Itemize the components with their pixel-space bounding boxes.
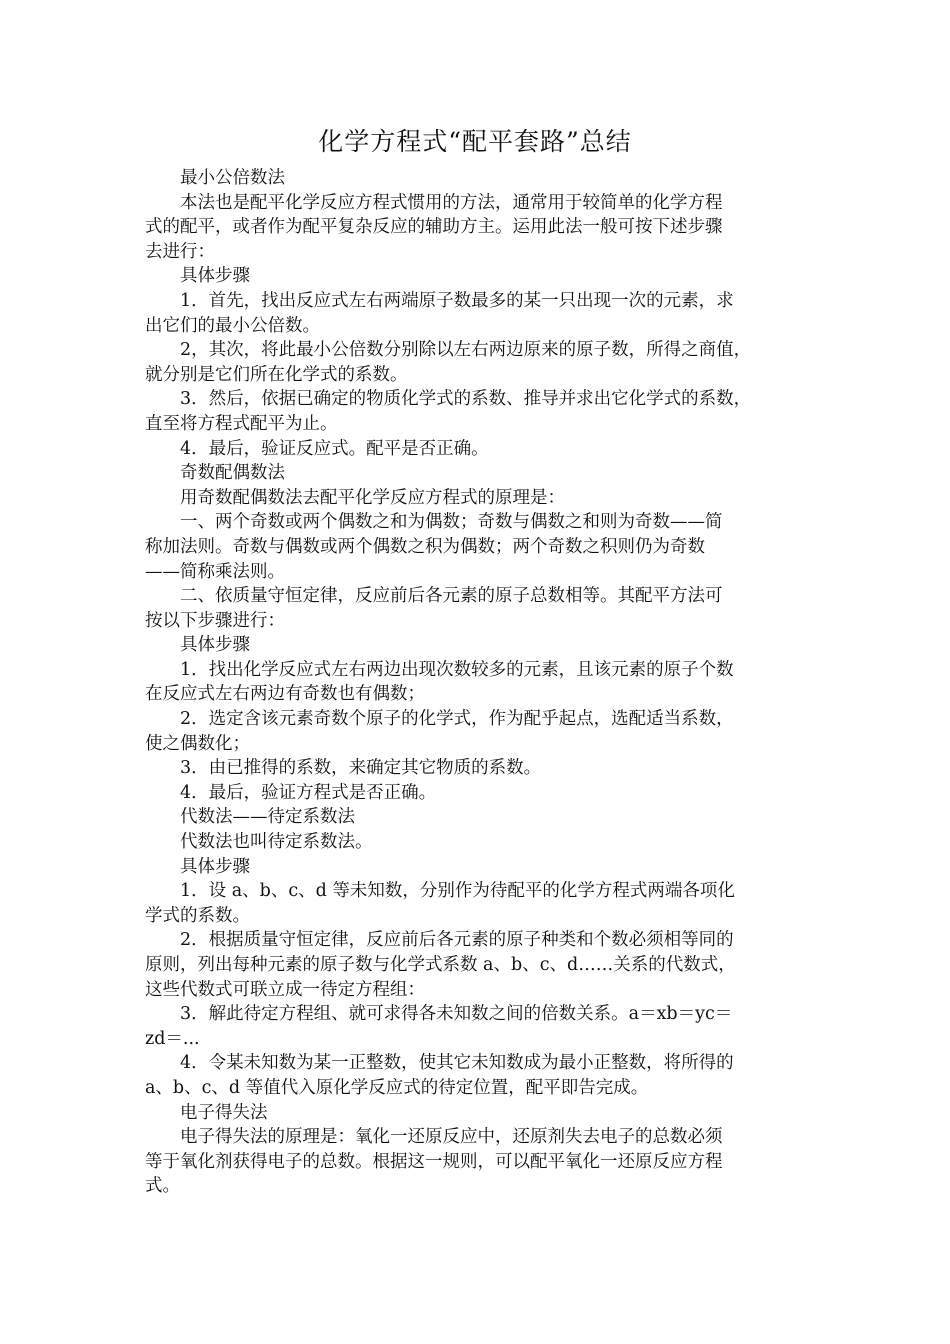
text-line: 最小公倍数法 [180, 168, 285, 188]
text-line: 奇数配偶数法 [180, 463, 285, 484]
text-line: 称加法则。奇数与偶数或两个偶数之积为偶数；两个奇数之积则仍为奇数 [145, 536, 705, 557]
text-line: 等于氧化剂获得电子的总数。根据这一规则，可以配平氧化一还原反应方程 [145, 1151, 723, 1172]
text-line: 按以下步骤进行： [145, 610, 285, 631]
text-line: 具体步骤 [180, 635, 250, 656]
text-line: 原则，列出每种元素的原子数与化学式系数 a、b、c、d……关系的代数式， [145, 955, 736, 975]
text-line: 2，其次，将此最小公倍数分别除以左右两边原来的原子数，所得之商值， [180, 340, 752, 361]
text-line: 3．解此待定方程组、就可求得各未知数之间的倍数关系。a＝xb＝yc＝ [180, 1004, 733, 1025]
text-line: 具体步骤 [180, 856, 250, 877]
text-line: 4．令某未知数为某一正整数，使其它未知数成为最小正整数，将所得的 [180, 1053, 734, 1074]
text-line: 直至将方程式配平为止。 [145, 413, 338, 434]
text-line: zd＝... [145, 1028, 200, 1049]
text-line: 4．最后，验证反应式。配平是否正确。 [180, 438, 489, 459]
text-line: 出它们的最小公倍数。 [145, 315, 320, 336]
text-line: 二、依质量守恒定律，反应前后各元素的原子总数相等。其配平方法可 [180, 586, 723, 607]
text-line: 3．由已推得的系数，来确定其它物质的系数。 [180, 758, 542, 779]
text-line: 2．选定含该元素奇数个原子的化学式，作为配乎起点，选配适当系数， [180, 709, 734, 730]
text-line: 去进行： [145, 241, 215, 262]
text-line: 2．根据质量守恒定律，反应前后各元素的原子种类和个数必须相等同的 [180, 930, 734, 951]
text-line: 式的配平，或者作为配平复杂反应的辅助方主。运用此法一般可按下述步骤 [145, 217, 723, 238]
text-line: 式。 [145, 1176, 180, 1197]
text-line: 学式的系数。 [145, 905, 250, 926]
text-line: 在反应式左右两边有奇数也有偶数； [145, 684, 425, 705]
text-line: 这些代数式可联立成一待定方程组： [145, 979, 425, 1000]
text-line: 本法也是配平化学反应方程式惯用的方法，通常用于较简单的化学方程 [180, 192, 723, 213]
text-line: 代数法也叫待定系数法。 [180, 832, 373, 853]
document-body [145, 166, 815, 1199]
text-line: 就分别是它们所在化学式的系数。 [145, 364, 408, 385]
text-line: 使之偶数化； [145, 733, 250, 754]
text-line: 电子得失法的原理是：氧化一还原反应中，还原剂失去电子的总数必须 [180, 1127, 723, 1148]
text-line: 1．首先，找出反应式左右两端原子数最多的某一只出现一次的元素，求 [180, 290, 734, 311]
text-line: 具体步骤 [180, 266, 250, 287]
text-line: 1．设 a、b、c、d 等未知数，分别作为待配平的化学方程式两端各项化 [180, 881, 735, 902]
text-line: ——简称乘法则。 [145, 561, 285, 582]
text-line: 电子得失法 [180, 1102, 268, 1123]
text-line: 一、两个奇数或两个偶数之和为偶数；奇数与偶数之和则为奇数——简 [180, 512, 723, 533]
page-title: 化学方程式“配平套路”总结 [318, 127, 632, 156]
text-line: 4．最后，验证方程式是否正确。 [180, 782, 437, 803]
text-line: 3．然后，依据已确定的物质化学式的系数、推导并求出它化学式的系数， [180, 389, 752, 410]
text-line: a、b、c、d 等值代入原化学反应式的待定位置，配平即告完成。 [145, 1077, 649, 1098]
text-line: 代数法——待定系数法 [180, 807, 355, 828]
text-line: 1．找出化学反应式左右两边出现次数较多的元素，且该元素的原子个数 [180, 659, 734, 680]
text-line: 用奇数配偶数法去配平化学反应方程式的原理是： [180, 487, 565, 508]
